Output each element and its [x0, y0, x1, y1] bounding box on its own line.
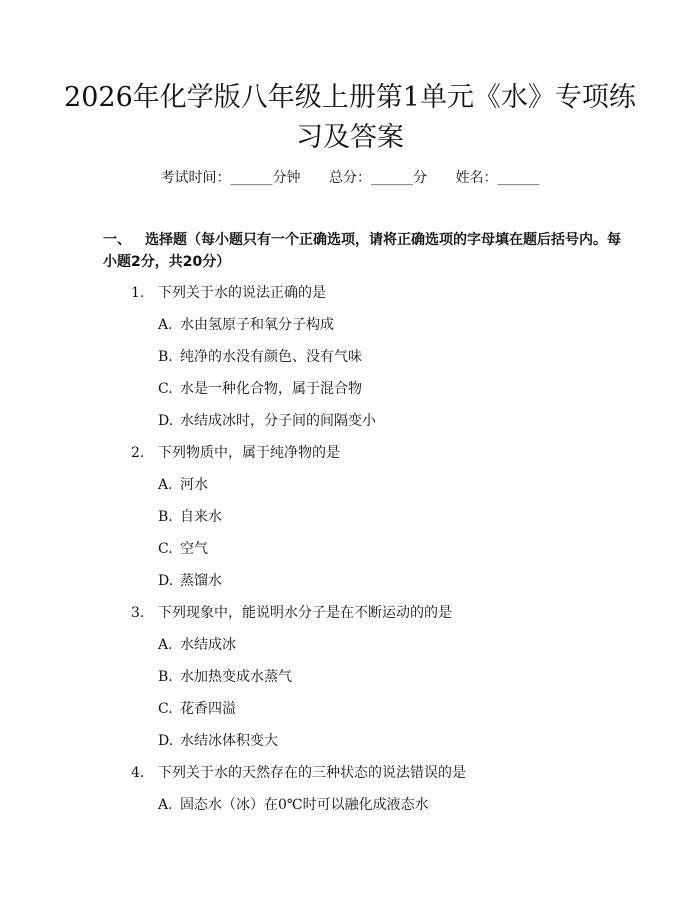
student-name: 姓名：______ — [455, 170, 540, 186]
question-text: 下列物质中，属于纯净物的是 — [158, 445, 340, 461]
q4-option-a — [158, 795, 429, 815]
question-text: 下列关于水的天然存在的三种状态的说法错误的是 — [158, 765, 466, 781]
q1-option-c — [158, 379, 362, 399]
option-letter: A. — [158, 477, 173, 493]
q3-option-c — [158, 699, 236, 719]
q2-option-c — [158, 539, 208, 559]
option-letter: A. — [158, 317, 173, 333]
option-text: 空气 — [180, 541, 208, 557]
option-text: 蒸馏水 — [180, 573, 222, 589]
question-3 — [131, 603, 452, 623]
option-letter: D. — [158, 733, 174, 749]
question-text: 下列关于水的说法正确的是 — [158, 285, 326, 301]
option-letter: B. — [158, 509, 173, 525]
exam-meta — [0, 168, 700, 188]
option-text: 水结成冰 — [180, 637, 236, 653]
section-text: 选择题（每小题只有一个正确选项，请将正确选项的字母填在题后括号内。每小题2分，共20分） — [103, 232, 621, 270]
question-2 — [131, 443, 340, 463]
option-letter: A. — [158, 637, 173, 653]
question-text: 下列现象中，能说明水分子是在不断运动的的是 — [158, 605, 452, 621]
option-text: 水加热变成水蒸气 — [180, 669, 292, 685]
q3-option-a — [158, 635, 236, 655]
option-text: 纯净的水没有颜色、没有气味 — [180, 349, 362, 365]
option-text: 水是一种化合物，属于混合物 — [180, 381, 362, 397]
option-letter: A. — [158, 797, 173, 813]
option-text: 固态水（冰）在0℃时可以融化成液态水 — [180, 797, 429, 813]
q1-option-d — [158, 411, 376, 431]
option-text: 水结冰体积变大 — [180, 733, 278, 749]
q3-option-d — [158, 731, 278, 751]
option-text: 水结成冰时，分子间的间隔变小 — [180, 413, 376, 429]
option-letter: B. — [158, 349, 173, 365]
q2-option-d — [158, 571, 222, 591]
option-letter: C. — [158, 381, 173, 397]
exam-time: 考试时间：______分钟 — [160, 170, 301, 186]
question-number: 2. — [131, 445, 145, 461]
option-letter: D. — [158, 573, 174, 589]
question-number: 1. — [131, 285, 145, 301]
option-text: 水由氢原子和氧分子构成 — [180, 317, 334, 333]
question-4 — [131, 763, 466, 783]
option-text: 自来水 — [180, 509, 222, 525]
section-number: 一、 — [103, 232, 131, 248]
section-heading — [103, 229, 623, 273]
option-letter: B. — [158, 669, 173, 685]
option-text: 河水 — [180, 477, 208, 493]
option-letter: C. — [158, 701, 173, 717]
question-number: 3. — [131, 605, 145, 621]
question-number: 4. — [131, 765, 145, 781]
q1-option-b — [158, 347, 362, 367]
q1-option-a — [158, 315, 334, 335]
total-score: 总分：______分 — [329, 170, 427, 186]
q2-option-a — [158, 475, 208, 495]
question-1 — [131, 283, 326, 303]
option-letter: C. — [158, 541, 173, 557]
q2-option-b — [158, 507, 222, 527]
q3-option-b — [158, 667, 292, 687]
option-letter: D. — [158, 413, 174, 429]
page-title: 2026年化学版八年级上册第1单元《水》专项练习及答案 — [64, 82, 636, 153]
option-text: 花香四溢 — [180, 701, 236, 717]
